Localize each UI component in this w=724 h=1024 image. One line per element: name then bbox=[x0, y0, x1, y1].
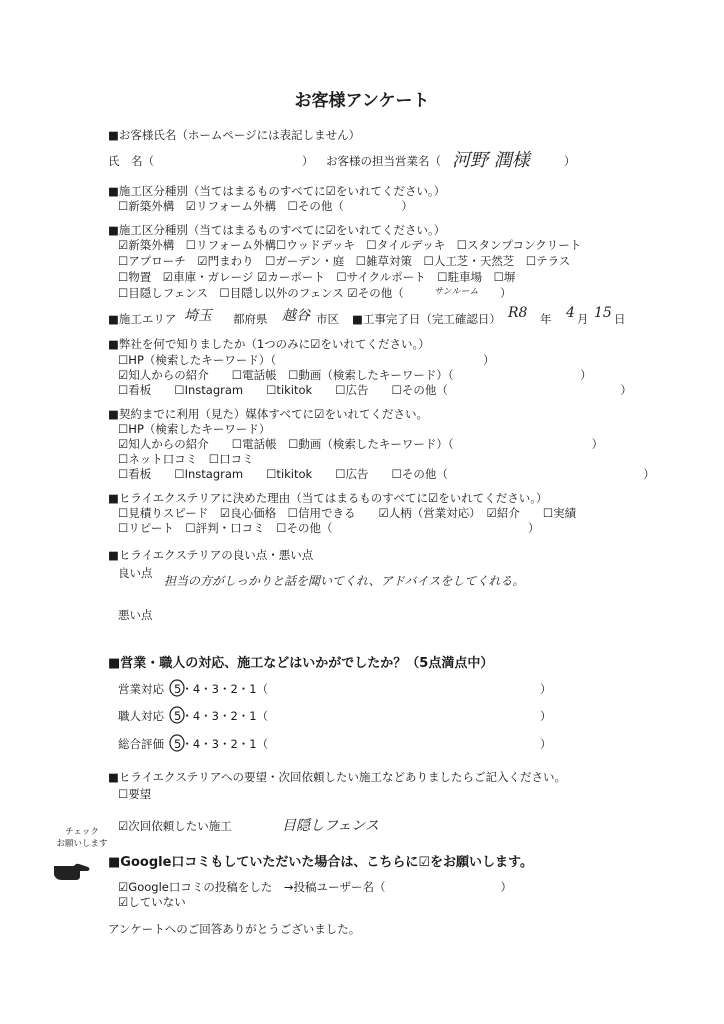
category2-other-hand: サンルーム bbox=[434, 287, 479, 297]
rating-heading: ■営業・職人の対応、施工などはいかがでしたか？（5点満点中） bbox=[108, 656, 494, 671]
thanks-text: アンケートへのご回答ありがとうございました。 bbox=[108, 922, 361, 936]
done-year-suffix: 年 bbox=[540, 312, 552, 326]
good-hand: 担当の方がしっかりと話を聞いてくれ、アドバイスをしてくれる。 bbox=[164, 574, 525, 588]
good-label: 良い点 bbox=[118, 566, 153, 580]
bad-label: 悪い点 bbox=[118, 608, 153, 622]
reason-heading: ■ヒライエクステリアに決めた理由（当てはまるものすべてに☑をいれてください。） bbox=[108, 491, 548, 505]
check-please-text: チェック お願いします bbox=[56, 827, 108, 849]
next-label: ☑次回依頼したい施工 bbox=[118, 819, 232, 833]
google-heading: ■Google口コミもしていただいた場合は、こちらに☑をお願いします。 bbox=[108, 855, 534, 870]
done-day-suffix: 日 bbox=[614, 312, 626, 326]
done-day-hand: 15 bbox=[594, 305, 612, 321]
name-heading: ■お客様氏名（ホームページには表記しません） bbox=[108, 128, 361, 142]
rep-label: お客様の担当営業名（ bbox=[326, 154, 441, 168]
done-label: ■工事完了日（完工確認日） bbox=[352, 312, 501, 326]
name-label: 氏 名（ bbox=[108, 154, 154, 168]
area-city-hand: 越谷 bbox=[282, 308, 310, 324]
know-row3: ☐看板 ☐Instagram ☐tikitok ☐広告 ☐その他（ ） bbox=[118, 383, 632, 397]
know-row1: ☐HP（検索したキーワード）（ ） bbox=[118, 353, 495, 367]
category2-heading: ■施工区分種別（当てはまるものすべてに☑をいれてください。） bbox=[108, 223, 446, 237]
category2-row4-close: ） bbox=[500, 286, 512, 300]
media-row4: ☐看板 ☐Instagram ☐tikitok ☐広告 ☐その他（ ） bbox=[118, 467, 655, 481]
area-pref-hand: 埼玉 bbox=[184, 308, 212, 324]
know-row2: ☑知人からの紹介 ☐電話帳 ☐動画（検索したキーワード）（ ） bbox=[118, 368, 592, 382]
rating-close-craft: ） bbox=[540, 709, 552, 723]
rating-scale-sales: 5・4・3・2・1（ bbox=[174, 682, 269, 696]
category2-row2: ☐アプローチ ☑門まわり ☐ガーデン・庭 ☐雑草対策 ☐人工芝・天然芝 ☐テラス bbox=[118, 254, 571, 268]
category2-row3: ☐物置 ☑車庫・ガレージ ☑カーポート ☐サイクルポート ☐駐車場 ☐塀 bbox=[118, 270, 516, 284]
google-row2: ☑していない bbox=[118, 895, 186, 909]
request-heading: ■ヒライエクステリアへの要望・次回依頼したい施工などありましたらご記入ください。 bbox=[108, 770, 566, 784]
media-row1: ☐HP（検索したキーワード） bbox=[118, 422, 271, 436]
media-row3: ☐ネット口コミ ☐口コミ bbox=[118, 452, 254, 466]
reason-row1: ☐見積りスピード ☑良心価格 ☐信用できる ☑人柄（営業対応） ☑紹介 ☐実績 bbox=[118, 506, 577, 520]
check-please-note bbox=[52, 826, 112, 850]
category2-row1: ☑新築外構 ☐リフォーム外構☐ウッドデッキ ☐タイルデッキ ☐スタンプコンクリート bbox=[118, 238, 582, 252]
rating-circle-overall bbox=[170, 735, 184, 751]
next-hand: 目隠しフェンス bbox=[282, 818, 379, 834]
google-row1: ☑Google口コミの投稿をした →投稿ユーザー名（ ） bbox=[118, 880, 512, 894]
rating-close-overall: ） bbox=[540, 737, 552, 751]
category1-heading: ■施工区分種別（当てはまるものすべてに☑をいれてください。） bbox=[108, 184, 446, 198]
know-heading: ■弊社を何で知りましたか（1つのみに☑をいれてください。） bbox=[108, 337, 430, 351]
rating-label-sales: 営業対応 bbox=[118, 682, 164, 696]
area-pref-suffix: 都府県 bbox=[233, 312, 268, 326]
category2-row4: ☐目隠しフェンス ☐目隠し以外のフェンス ☑その他（ bbox=[118, 286, 404, 300]
goodbad-heading: ■ヒライエクステリアの良い点・悪い点 bbox=[108, 548, 314, 562]
rep-value: 河野 潤様 bbox=[452, 150, 530, 171]
rating-scale-overall: 5・4・3・2・1（ bbox=[174, 737, 269, 751]
page-title: お客様アンケート bbox=[294, 91, 430, 111]
media-row2: ☑知人からの紹介 ☐電話帳 ☐動画（検索したキーワード）（ ） bbox=[118, 437, 604, 451]
rating-circles bbox=[168, 676, 186, 764]
done-year-hand: R8 bbox=[508, 305, 528, 321]
rating-close-sales: ） bbox=[540, 682, 552, 696]
rating-label-overall: 総合評価 bbox=[118, 737, 164, 751]
rating-circle-sales bbox=[170, 680, 184, 696]
media-heading: ■契約までに利用（見た）媒体すべてに☑をいれてください。 bbox=[108, 407, 428, 421]
area-label: ■施工エリア bbox=[108, 312, 177, 326]
rating-circle-craft bbox=[170, 707, 184, 723]
reason-row2: ☐リピート ☐評判・口コミ ☐その他（ ） bbox=[118, 521, 540, 535]
area-city-suffix: 市区 bbox=[316, 312, 339, 326]
request-label: ☐要望 bbox=[118, 787, 152, 801]
rating-scale-craft: 5・4・3・2・1（ bbox=[174, 709, 269, 723]
done-month-suffix: 月 bbox=[577, 312, 589, 326]
rep-close: ） bbox=[564, 154, 576, 168]
pointing-hand-icon bbox=[52, 858, 92, 882]
category1-options: ☐新築外構 ☑リフォーム外構 ☐その他（ ） bbox=[118, 199, 413, 213]
done-month-hand: 4 bbox=[566, 305, 575, 321]
name-close: ） bbox=[302, 154, 314, 168]
rating-label-craft: 職人対応 bbox=[118, 709, 164, 723]
